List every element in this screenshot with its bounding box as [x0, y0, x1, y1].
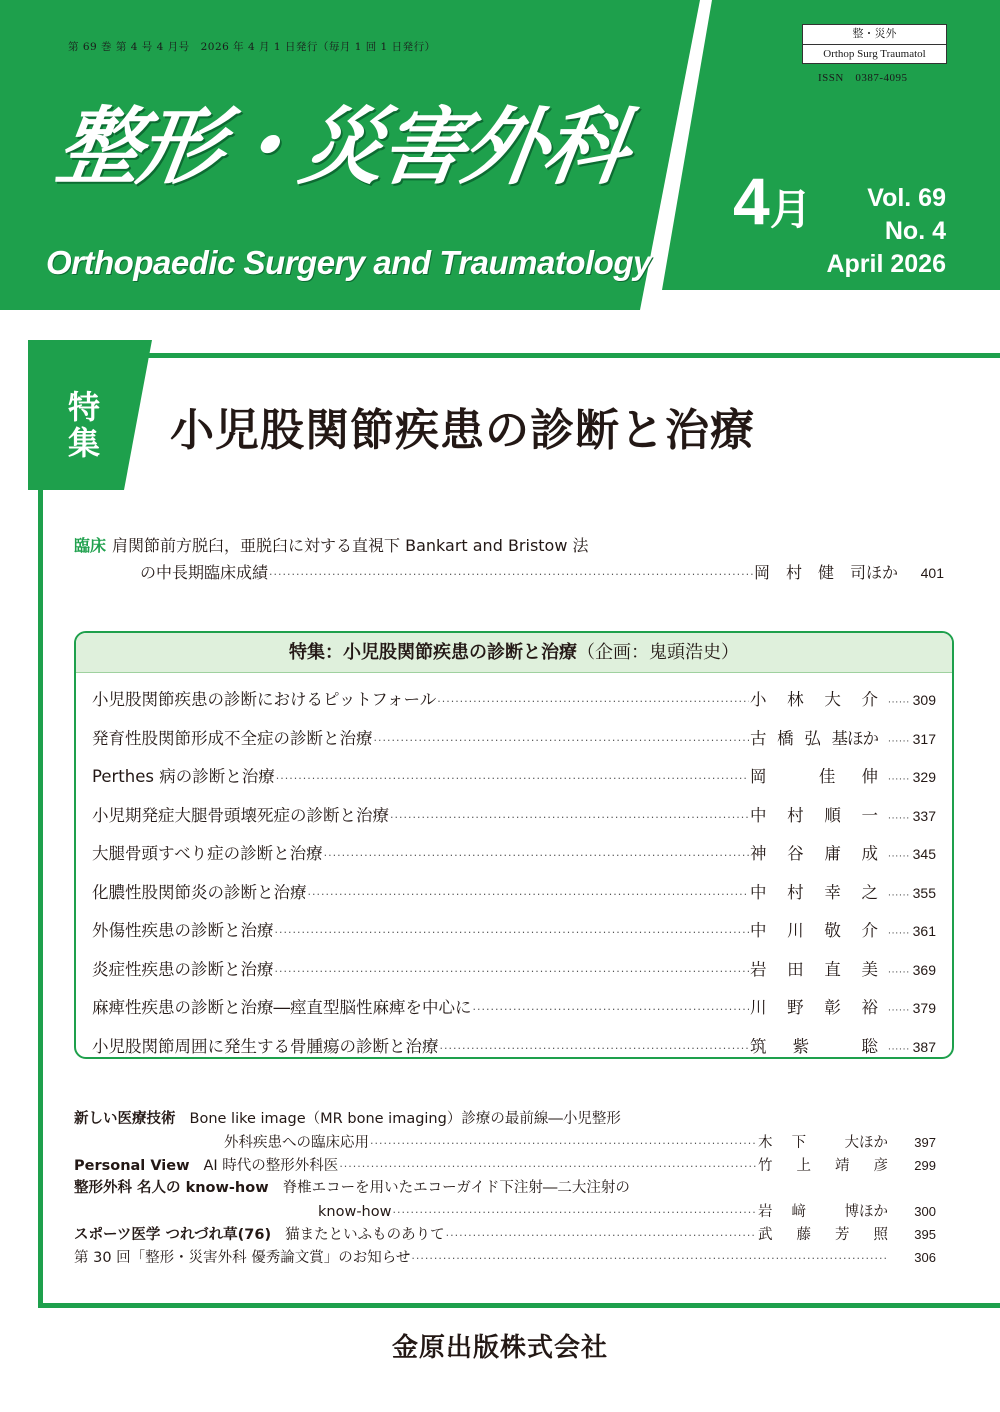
- toc-item[interactable]: [92, 835, 936, 874]
- leader-dots: [473, 991, 750, 1030]
- clinical-page: 401: [920, 565, 944, 581]
- toc-item-author: 筑 紫 聡: [750, 1036, 878, 1056]
- leader-dots: [437, 683, 749, 722]
- toc-item[interactable]: [74, 1177, 936, 1200]
- toc-item[interactable]: [92, 912, 936, 951]
- clinical-article[interactable]: [74, 534, 944, 588]
- toc-item-title: AI 時代の整形外科医: [203, 1158, 339, 1174]
- toc-item-title: 麻痺性疾患の診断と治療―痙直型脳性麻痺を中心に: [92, 998, 472, 1017]
- section-category: 整形外科 名人の know-how: [74, 1180, 269, 1196]
- toc-item[interactable]: [92, 874, 936, 913]
- toc-item-page: ······ 309: [878, 681, 936, 722]
- toc-item-page: ······ 361: [878, 912, 936, 953]
- leader-dots: [370, 1132, 757, 1155]
- toc-item-title: know-how: [318, 1204, 392, 1220]
- toc-item-author: 岩 田 直 美: [750, 959, 878, 979]
- toc-item-title: 炎症性疾患の診断と治療: [92, 959, 274, 979]
- toc-item[interactable]: [92, 989, 936, 1028]
- cover-header: [0, 0, 1000, 310]
- leader-dots: [269, 560, 753, 590]
- leader-dots: [440, 1030, 750, 1060]
- leader-dots: [374, 722, 750, 761]
- month-kanji: 月: [769, 185, 812, 234]
- toc-item-page: 306: [914, 1250, 936, 1265]
- leader-dots: [411, 1247, 887, 1270]
- clinical-title-line2: の中長期臨床成績: [140, 563, 269, 582]
- month-number: 4: [733, 164, 770, 238]
- toc-item-author: 岩 﨑 博ほか: [758, 1204, 888, 1220]
- special-feature-list: [76, 673, 952, 1059]
- journal-abbr-jp: 整・災外: [802, 24, 947, 44]
- leader-dots: [275, 953, 750, 992]
- special-feature-header: [76, 633, 952, 673]
- toc-item-page: ······ 355: [878, 874, 936, 915]
- toc-item[interactable]: [74, 1154, 936, 1177]
- toc-item-page: ······ 337: [878, 797, 936, 838]
- issue-number: No. 4: [884, 217, 946, 245]
- toc-item[interactable]: [74, 1108, 936, 1131]
- special-feature-planner: （企画：鬼頭浩史）: [577, 642, 739, 663]
- toc-item-author: 岡 佳 伸: [750, 767, 878, 786]
- toc-item-author: 神 谷 庸 成: [750, 844, 878, 863]
- publisher-name: 金原出版株式会社: [391, 1333, 608, 1363]
- toc-item-page: ······ 329: [878, 758, 936, 799]
- toc-item[interactable]: [92, 951, 936, 990]
- feature-title: 小児股関節疾患の診断と治療: [170, 405, 755, 456]
- toc-item-page: ······ 387: [878, 1028, 936, 1060]
- leader-dots: [324, 837, 749, 876]
- toc-item-title: Perthes 病の診断と治療: [92, 767, 275, 786]
- toc-item-page: 397: [914, 1135, 936, 1150]
- toc-item-title: 小児股関節疾患の診断におけるピットフォール: [92, 690, 437, 709]
- toc-item-title: 大腿骨頭すべり症の診断と治療: [92, 844, 323, 863]
- issue-month: [733, 164, 812, 238]
- toc-item-page: ······ 369: [878, 951, 936, 992]
- toc-item-author: 小 林 大 介: [750, 690, 878, 709]
- toc-item-title: 第 30 回「整形・災害外科 優秀論文賞」のお知らせ: [74, 1250, 411, 1266]
- clinical-category: 臨床: [74, 536, 107, 555]
- leader-dots: [276, 760, 749, 799]
- clinical-author: 岡 村 健 司ほか: [753, 563, 898, 582]
- toc-item-author: 中 川 敬 介: [750, 921, 878, 940]
- toc-item[interactable]: [92, 758, 936, 797]
- issue-date: April 2026: [826, 250, 946, 278]
- leader-dots: [446, 1224, 757, 1247]
- section-category: スポーツ医学 つれづれ草(76): [74, 1227, 272, 1243]
- toc-item[interactable]: [74, 1223, 936, 1246]
- leader-dots: [275, 914, 750, 953]
- toc-item-page: ······ 345: [878, 835, 936, 876]
- toc-item-title: 小児期発症大腿骨頭壊死症の診断と治療: [92, 805, 389, 825]
- toc-item-author: 木 下 大ほか: [758, 1135, 888, 1151]
- toc-item[interactable]: [74, 1246, 936, 1269]
- toc-item-author: 中 村 順 一: [750, 805, 878, 825]
- toc-item-title: 小児股関節周囲に発生する骨腫瘍の診断と治療: [92, 1036, 439, 1056]
- feature-tag-label: 特集: [67, 388, 100, 462]
- special-feature-heading: 特集：小児股関節疾患の診断と治療: [289, 642, 577, 663]
- toc-item-page: ······ 317: [878, 720, 936, 761]
- volume-info: [806, 182, 946, 281]
- issn: ISSN 0387-4095: [818, 72, 908, 84]
- issue-info: 第 69 巻 第 4 号 4 月号 2026 年 4 月 1 日発行（毎月 1 回 1 日発行）: [68, 41, 436, 53]
- toc-item-title: 外傷性疾患の診断と治療: [92, 921, 274, 940]
- other-articles: [74, 1108, 936, 1269]
- leader-dots: [308, 876, 750, 915]
- special-feature-panel: [74, 631, 954, 1059]
- toc-item-page: 299: [914, 1158, 936, 1173]
- volume: Vol. 69: [867, 184, 946, 212]
- toc-item-continued[interactable]: [74, 1131, 936, 1154]
- section-category: 新しい医療技術: [74, 1111, 176, 1127]
- toc-item-author: 川 野 彰 裕: [750, 998, 878, 1017]
- toc-item-author: 古 橋 弘 基ほか: [750, 728, 878, 748]
- toc-item[interactable]: [92, 720, 936, 759]
- leader-dots: [392, 1201, 757, 1224]
- toc-item[interactable]: [92, 1028, 936, 1060]
- toc-item[interactable]: [92, 797, 936, 836]
- toc-item[interactable]: [92, 681, 936, 720]
- toc-item-title: 発育性股関節形成不全症の診断と治療: [92, 728, 373, 748]
- toc-item-title: 猫またといふものありて: [285, 1227, 445, 1243]
- toc-item-page: ······ 379: [878, 989, 936, 1030]
- clinical-title-line1: 肩関節前方脱臼，亜脱臼に対する直視下 Bankart and Bristow 法: [112, 536, 589, 555]
- leader-dots: [390, 799, 749, 838]
- leader-dots: [339, 1155, 757, 1178]
- toc-item-title: 化膿性股関節炎の診断と治療: [92, 882, 307, 902]
- toc-item-page: 300: [914, 1204, 936, 1219]
- toc-item-author: 武 藤 芳 照: [758, 1227, 888, 1243]
- toc-item-title: 外科疾患への臨床応用: [224, 1135, 369, 1151]
- journal-abbr-en: Orthop Surg Traumatol: [802, 44, 947, 64]
- toc-item-author: 中 村 幸 之: [750, 882, 878, 902]
- toc-item-page: 395: [914, 1227, 936, 1242]
- journal-code-box: [802, 24, 947, 85]
- toc-item-continued[interactable]: [74, 1200, 936, 1223]
- toc-item-title: Bone like image（MR bone imaging）診療の最前線―小児整形: [189, 1111, 621, 1127]
- toc-item-author: 竹 上 靖 彦: [758, 1158, 888, 1174]
- toc-item-title: 脊椎エコーを用いたエコーガイド下注射―二大注射の: [282, 1180, 630, 1196]
- section-category: Personal View: [74, 1158, 190, 1174]
- journal-title-jp: 整形・災害外科: [51, 98, 632, 196]
- journal-title-en: Orthopaedic Surgery and Traumatology: [46, 244, 651, 281]
